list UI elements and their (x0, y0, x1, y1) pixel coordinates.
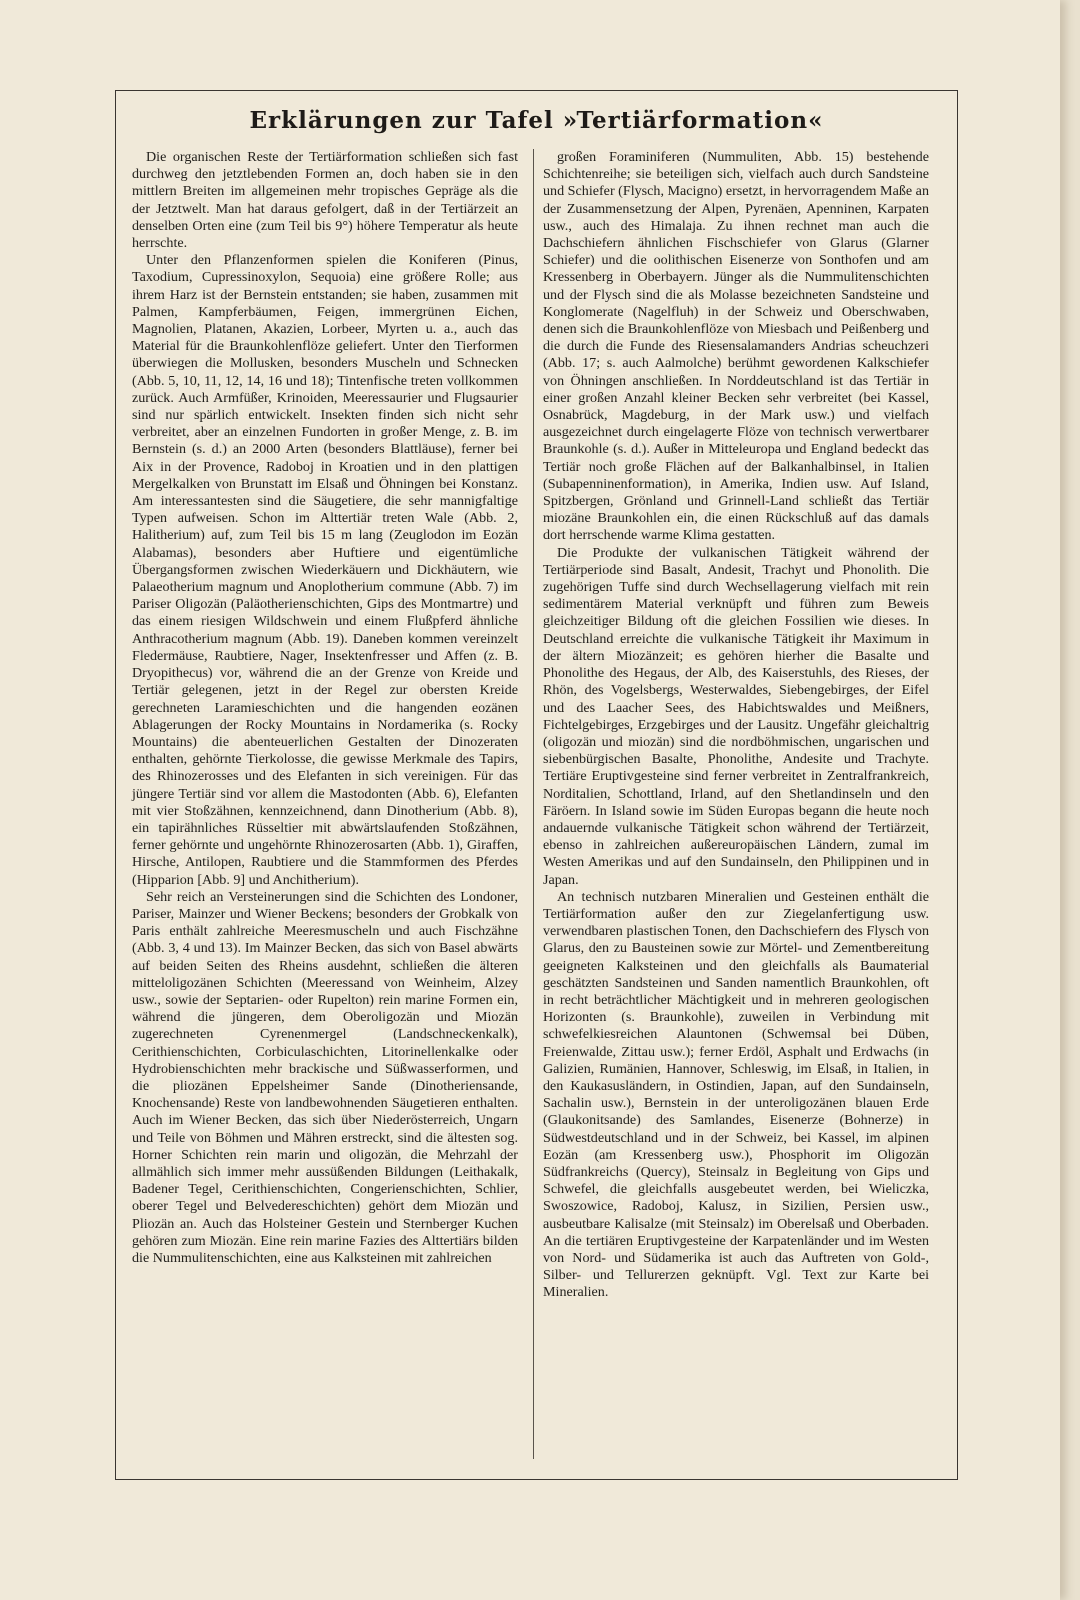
paragraph: An technisch nutzbaren Mineralien und Gesteinen enthält die Tertiärformation außer den zur Ziegelanfertigung usw. verwendbaren plastischen Tonen, den Dachschiefern des Flysch von Glarus, den zu Bausteinen sowie zur Mörtel- und Zementbereitung geeigneten Kalksteinen und den gleichfalls als Baumaterial geschätzten Sandsteinen und Sanden namentlich Braunkohlen, oft in recht beträchtlicher Mächtigkeit und in mehreren geologischen Horizonten (s. Braunkohle), zuweilen in Verbindung mit schwefelkiesreichen Alauntonen (Schwemsal bei Düben, Freienwalde, Zittau usw.); ferner Erdöl, Asphalt und Erdwachs (in Galizien, Rumänien, Hannover, Schleswig, im Elsaß, in Italien, in den Kaukasusländern, in Ostindien, Japan, auf den Sundainseln, Sachalin usw.), Bernstein in der unteroligozänen blauen Erde (Glaukonitsande) des Samlandes, Eisenerze (Bohnerze) in Südwestdeutschland und in der Schweiz, bei Kassel, im alpinen Eozän (am Kressenberg usw.), Phosphorit im Oligozän Südfrankreichs (Quercy), Steinsalz in Begleitung von Gips und Schwefel, die gleichfalls ausgebeutet werden, bei Wieliczka, Swoszowice, Radoboj, Kalusz, in Sizilien, Persien usw., ausbeutbare Kalisalze (mit Steinsalz) im Oberelsaß und Oberbaden. An die tertiären Eruptivgesteine der Karpatenländer und im Westen von Nord- und Südamerika ist auch das Auftreten von Gold-, Silber- und Tellurerzen geknüpft. Vgl. Text zur Karte bei Mineralien. (543, 888, 929, 1301)
page-title: Erklärungen zur Tafel »Tertiärformation« (249, 107, 824, 134)
right-column (543, 149, 929, 1302)
paragraph: Unter den Pflanzenformen spielen die Koniferen (Pinus, Taxodium, Cupressinoxylon, Sequoia) eine größere Rolle; aus ihrem Harz ist der Bernstein entstanden; sie haben, zusammen mit Palmen, Kampferbäumen, Feigen, immergrünen Eichen, Magnolien, Platanen, Akazien, Lorbeer, Myrten u. a., auch das Material für die Braunkohlenflöze geliefert. Unter den Tierformen überwiegen die Mollusken, besonders Muscheln und Schnecken (Abb. 5, 10, 11, 12, 14, 16 und 18); Tintenfische treten vollkommen zurück. Auch Armfüßer, Krinoiden, Meeressaurier und Flugsaurier sind nur spärlich entwickelt. Insekten finden sich nicht sehr verbreitet, aber an einzelnen Fundorten in großer Menge, z. B. im Bernstein (s. d.) an 2000 Arten (besonders Blattläuse), ferner bei Aix in der Provence, Radoboj in Kroatien und in den plattigen Mergelkalken von Brunstatt im Elsaß und Öhningen bei Konstanz. Am interessantesten sind die Säugetiere, die sehr mannigfaltige Typen aufweisen. Schon im Alttertiär treten Wale (Abb. 2, Halitherium) auf, zum Teil bis 15 m lang (Zeuglodon im Eozän Alabamas), besonders aber Huftiere und eigentümliche Übergangsformen zwischen Wiederkäuern und Dickhäutern, wie Palaeotherium magnum und Anoplotherium commune (Abb. 7) im Pariser Oligozän (Paläotherienschichten, Gips des Montmartre) und das einem riesigen Wildschwein und einem Flußpferd ähnliche Anthracotherium magnum (Abb. 19). Daneben kommen vereinzelt Fledermäuse, Raubtiere, Nager, Insektenfresser und Affen (z. B. Dryopithecus) vor, während die an der Grenze von Kreide und Tertiär gelegenen, jetzt in der Regel zur obersten Kreide gerechneten Laramieschichten und die hangenden eozänen Ablagerungen der Rocky Mountains in Nordamerika (s. Rocky Mountains) die abenteuerlichen Gestalten der Dinozeraten enthalten, gehörnte Tierkolosse, die gewisse Merkmale des Tapirs, des Rhinozerosses und des Elefanten in sich vereinigen. Für das jüngere Tertiär sind vor allem die Mastodonten (Abb. 6), Elefanten mit vier Stoßzähnen, kennzeichnend, dann Dinotherium (Abb. 8), ein tapirähnliches Rüsseltier mit abwärtslaufenden Stoßzähnen, ferner gehörnte und ungehörnte Rhinozerosarten (Abb. 1), Giraffen, Hirsche, Antilopen, Raubtiere und die Stammformen des Pferdes (Hipparion [Abb. 9] und Anchitherium). (132, 252, 518, 888)
paragraph: Die organischen Reste der Tertiärformation schließen sich fast durchweg den jetztlebenden Formen an, doch haben sie in den mittlern Breiten im allgemeinen mehr tropisches Gepräge als die der Jetztwelt. Man hat daraus gefolgert, daß in der Tertiärzeit an denselben Orten eine (zum Teil bis 9°) höhere Temperatur als heute herrschte. (132, 149, 518, 252)
paragraph: Sehr reich an Versteinerungen sind die Schichten des Londoner, Pariser, Mainzer und Wiener Beckens; besonders der Grobkalk von Paris enthält zahlreiche Meeresmuscheln und auch Fischzähne (Abb. 3, 4 und 13). Im Mainzer Becken, das sich von Basel abwärts auf beiden Seiten des Rheins ausdehnt, schließen die älteren mitteloligozänen Schichten (Meeressand von Weinheim, Alzey usw., sowie der Septarien- oder Rupelton) rein marine Formen ein, während die jüngeren, dem Oberoligozän und Miozän zugerechneten Cyrenenmergel (Landschneckenkalk), Cerithienschichten, Corbiculaschichten, Litorinellenkalke oder Hydrobienschichten mehr brackische und Süßwasserformen, und die pliozänen Eppelsheimer Sande (Dinotheriensande, Knochensande) Reste von landbewohnenden Säugetieren enthalten. Auch im Wiener Becken, das sich über Niederösterreich, Ungarn und Teile von Böhmen und Mähren erstreckt, sind die ältesten sog. Horner Schichten rein marin und oligozän, die Mehrzahl der allmählich sich immer mehr aussüßenden Bildungen (Leithakalk, Badener Tegel, Cerithienschichten, Congerienschichten, Schlier, oberer Tegel und Belvedereschichten) gehört dem Miozän und Pliozän an. Auch das Holsteiner Gestein und Sternberger Kuchen gehören zum Miozän. Eine rein marine Fazies des Alttertiärs bilden die Nummulitenschichten, eine aus Kalksteinen mit zahlreichen (132, 888, 518, 1266)
left-column (132, 149, 518, 1267)
column-divider (533, 149, 534, 1459)
paragraph: großen Foraminiferen (Nummuliten, Abb. 15) bestehende Schichtenreihe; sie beteiligen sich, vielfach auch durch Sandsteine und Schiefer (Flysch, Macigno) ersetzt, in hervorragendem Maße an der Zusammensetzung der Alpen, Pyrenäen, Apenninen, Karpaten usw., auch des Himalaja. Zu ihnen rechnet man auch die Dachschiefern ähnlichen Fischschiefer von Glarus (Glarner Schiefer) und die oolithischen Eisenerze von Sonthofen und am Kressenberg in Oberbayern. Jünger als die Nummulitenschichten und der Flysch sind die als Molasse bezeichneten Sandsteine und Konglomerate (Nagelfluh) in der Schweiz und Oberschwaben, denen sich die Braunkohlenflöze von Miesbach und Peißenberg und die durch die Funde des Riesensalamanders Andrias scheuchzeri (Abb. 17; s. auch Aalmolche) berühmt gewordenen Kalkschiefer von Öhningen anschließen. In Norddeutschland ist das Tertiär in einer großen Anzahl kleiner Becken sehr verbreitet (bei Kassel, Osnabrück, Magdeburg, in der Mark usw.) und vielfach ausgezeichnet durch eingelagerte Flöze von technisch verwertbarer Braunkohle (s. d.). Außer in Mitteleuropa und England bedeckt das Tertiär noch große Flächen auf der Balkanhalbinsel, in Italien (Subapenninenformation), in Amerika, Indien usw. Auf Island, Spitzbergen, Grönland und Grinnell-Land schließt das Tertiär miozäne Braunkohlen ein, die einen Rückschluß auf das damals dort herrschende warme Klima gestatten. (543, 149, 929, 544)
text-frame (115, 90, 958, 1480)
paragraph: Die Produkte der vulkanischen Tätigkeit während der Tertiärperiode sind Basalt, Andesit, Trachyt und Phonolith. Die zugehörigen Tuffe sind durch Wechsellagerung vielfach mit rein sedimentärem Material verknüpft und führen zum Beweis gleichzeitiger Bildung oft die gleichen Fossilien wie dieses. In Deutschland erreichte die vulkanische Tätigkeit ihr Maximum in der ältern Miozänzeit; es gehören hierher die Basalte und Phonolithe des Hegaus, der Alb, des Kaiserstuhls, des Rieses, der Rhön, des Vogelsbergs, Westerwaldes, Siebengebirges, der Eifel und des Laacher Sees, des Habichtswaldes und Meißners, Fichtelgebirges, Erzgebirges und der Lausitz. Ungefähr gleichaltrig (oligozän und miozän) sind die nordböhmischen, ungarischen und siebenbürgischen Basalte, Phonolithe, Andesite und Trachyte. Tertiäre Eruptivgesteine sind ferner verbreitet in Zentralfrankreich, Norditalien, Schottland, Irland, auf den Shetlandinseln und den Färöern. In Island sowie im Süden Europas begann die heute noch andauernde vulkanische Tätigkeit schon während der Tertiärzeit, ebenso in zahlreichen außereuropäischen Ländern, zumal im Westen Amerikas und auf den Sundainseln, den Philippinen und in Japan. (543, 544, 929, 888)
